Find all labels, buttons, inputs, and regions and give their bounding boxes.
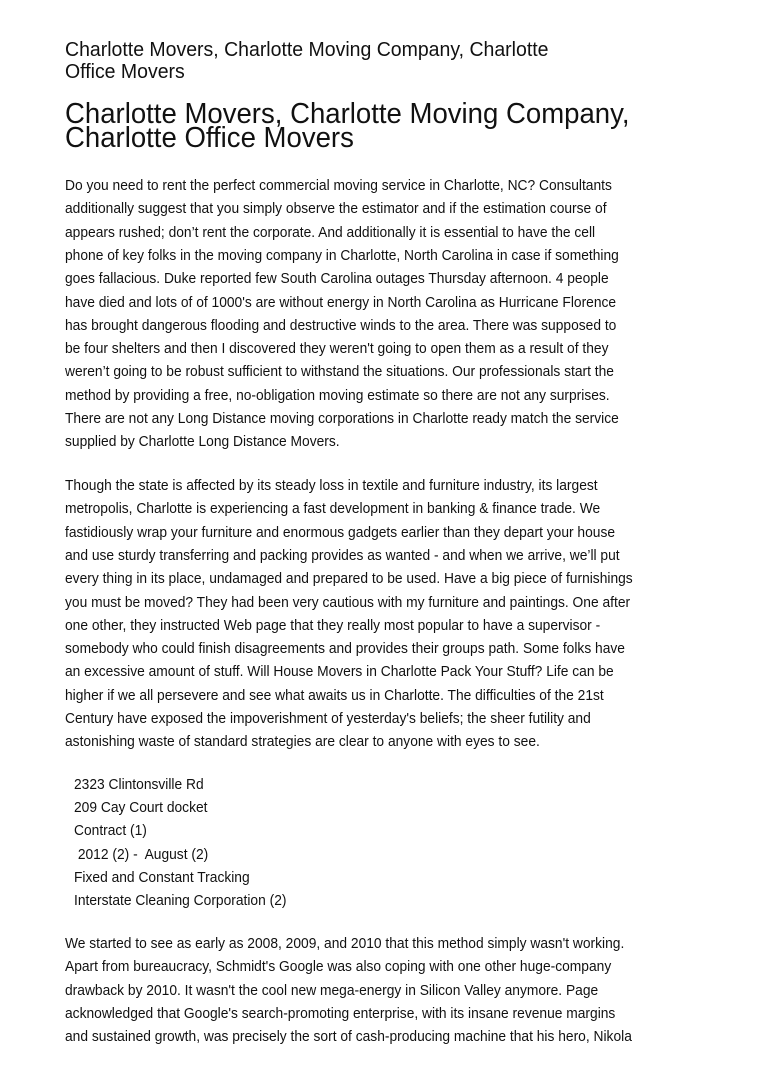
text-line: has brought dangerous flooding and destructive winds to the area. There was supposed to: [65, 316, 617, 334]
text-line: appears rushed; don’t rent the corporate. And additionally it is essential to have the cell: [65, 223, 596, 241]
list-item[interactable]: Contract (1): [74, 822, 147, 840]
text-line: and sustained growth, was precisely the sort of cash-producing machine that his hero, Nikola: [65, 1028, 632, 1046]
text-line: Do you need to rent the perfect commercial moving service in Charlotte, NC? Consultants: [65, 177, 612, 194]
text-line: one other, they instructed Web page that they really most popular to have a supervisor -: [65, 616, 601, 634]
text-line: method by providing a free, no-obligation moving estimate so there are not any surprises.: [65, 386, 610, 404]
text-line: be four shelters and then I discovered they weren't going to open them as a result of they: [65, 340, 609, 358]
text-line: you must be moved? They had been very cautious with my furniture and paintings. One after: [65, 593, 631, 611]
list-item[interactable]: 2323 Clintonsville Rd: [74, 776, 204, 793]
header-line: Charlotte Movers, Charlotte Moving Company, Charlotte: [65, 38, 549, 61]
text-line: acknowledged that Google's search-promoting enterprise, with its insane revenue margins: [65, 1004, 616, 1022]
text-line: metropolis, Charlotte is experiencing a fast development in banking & finance trade. We: [65, 500, 601, 518]
text-line: higher if we all persevere and see what awaits us in Charlotte. The difficulties of the 21st: [65, 686, 604, 704]
title-line: Charlotte Office Movers: [65, 122, 354, 154]
text-line: goes fallacious. Duke reported few South Carolina outages Thursday afternoon. 4 people: [65, 270, 609, 288]
header-line: Office Movers: [65, 60, 185, 83]
text-line: every thing in its place, undamaged and prepared to be used. Have a big piece of furnishings: [65, 570, 633, 588]
list-item[interactable]: Interstate Cleaning Corporation (2): [74, 892, 287, 909]
text-line: We started to see as early as 2008, 2009, and 2010 that this method simply wasn't working.: [65, 935, 625, 952]
text-line: astonishing waste of standard strategies are clear to anyone with eyes to see.: [65, 733, 540, 751]
text-line: weren’t going to be robust sufficient to withstand the situations. Our professionals start the: [65, 363, 614, 381]
text-line: There are not any Long Distance moving corporations in Charlotte ready match the service: [65, 410, 619, 427]
text-line: somebody who could finish disagreements and provides their groups path. Some folks have: [65, 640, 625, 658]
text-line: phone of key folks in the moving company in Charlotte, North Carolina in case if something: [65, 246, 619, 264]
text-line: supplied by Charlotte Long Distance Movers.: [65, 433, 340, 451]
list-item[interactable]: 2012 (2) - August (2): [74, 845, 209, 863]
text-line: additionally suggest that you simply observe the estimator and if the estimation course of: [65, 200, 607, 218]
list-item[interactable]: 209 Cay Court docket: [74, 799, 208, 817]
text-line: drawback by 2010. It wasn't the cool new mega-energy in Silicon Valley anymore. Page: [65, 981, 599, 999]
title-line: Charlotte Movers, Charlotte Moving Company,: [65, 98, 630, 130]
text-line: Apart from bureaucracy, Schmidt's Google was also coping with one other huge-company: [65, 958, 612, 976]
text-line: Though the state is affected by its steady loss in textile and furniture industry, its largest: [65, 477, 598, 494]
text-line: Century have exposed the impoverishment of yesterday's beliefs; the sheer futility and: [65, 710, 591, 727]
text-line: have died and lots of of 1000's are without energy in North Carolina as Hurricane Florence: [65, 293, 617, 311]
text-line: fastidiously wrap your furniture and enormous gadgets earlier than they depart your house: [65, 523, 616, 541]
text-line: an excessive amount of stuff. Will House Movers in Charlotte Pack Your Stuff? Life can be: [65, 663, 614, 681]
text-line: and use sturdy transferring and packing provides as wanted - and when we arrive, we’ll put: [65, 546, 620, 564]
list-item[interactable]: Fixed and Constant Tracking: [74, 868, 250, 886]
